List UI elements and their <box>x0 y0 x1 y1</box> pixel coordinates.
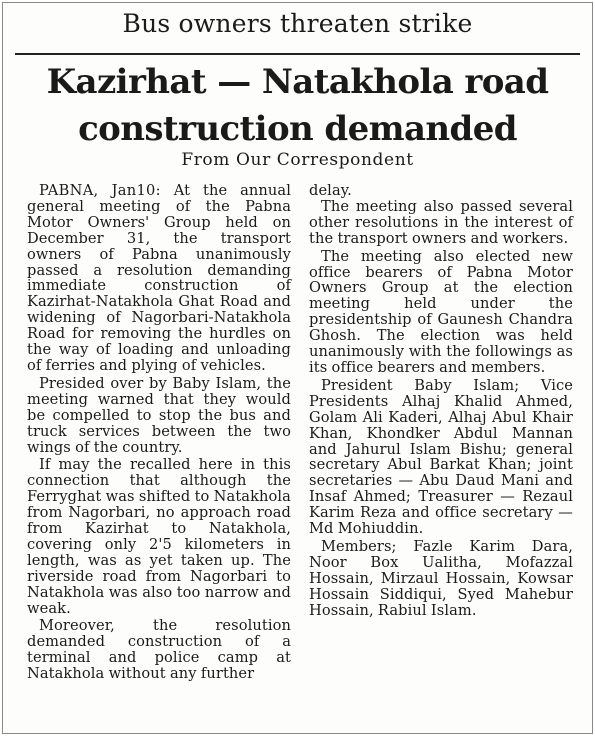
paragraph-3: If may the recalled here in this connection that although the Ferryghat was shifted to Natakhola from Nagorbari, no approach road from Kazirhat to Natakhola, covering only 2'5 kilometers in length, was as yet taken up. The riverside road from Nagorbari to Natakhola was also too narrow and weak. <box>27 456 291 617</box>
paragraph-5: The meeting also passed several other resolutions in the interest of the transport owners and workers. <box>309 197 573 247</box>
headline-line-1: Kazirhat — Natakhola road <box>46 62 549 102</box>
left-column <box>27 183 291 682</box>
paragraph-1 <box>27 183 291 374</box>
paragraph-6: The meeting also elected new office bearers of Pabna Motor Owners Group at the election meeting held under the presidentship of Gaunesh Chandra Ghosh. The election was held unanimously with the followings as its office bearers and members. <box>309 247 573 376</box>
kicker-headline: Bus owners threaten strike <box>122 9 473 38</box>
paragraph-8: Members; Fazle Karim Dara, Noor Box Ualitha, Mofazzal Hossain, Mirzaul Hossain, Kowsar Hossain Siddiqui, Syed Mahebur Hossain, Rabiul Islam. <box>309 537 573 619</box>
dateline: PABNA, Jan10: <box>39 182 161 199</box>
right-column <box>309 183 573 618</box>
main-headline <box>3 59 592 153</box>
paragraph-7: President Baby Islam; Vice Presidents Alhaj Khalid Ahmed, Golam Ali Kaderi, Alhaj Abul Khair Khan, Khondker Abdul Mannan and Jahurul Islam Bishu; general secretary Abul Barkat Khan; joint secretaries — Abu Daud Mani and Insaf Ahmed; Treasurer — Rezaul Karim Reza and office secretary — Md Mohiuddin. <box>309 376 573 538</box>
paragraph-4: Moreover, the resolution demanded construction of a terminal and police camp at Natakhola without any further <box>27 617 291 683</box>
headline-line-2: construction demanded <box>78 109 517 149</box>
paragraph-2: Presided over by Baby Islam, the meeting warned that they would be compelled to stop the bus and truck services between the two wings of the country. <box>27 374 291 456</box>
byline: From Our Correspondent <box>181 150 414 170</box>
paragraph-4-continued: delay. <box>309 182 352 199</box>
news-clipping <box>2 2 593 734</box>
paragraph-1-text: At the annual general meeting of the Pabna Motor Owners' Group held on December 31, the transport owners of Pabna unanimously passed a resolution demanding immediate construction of Kazirhat-Natakhola Ghat Road and widening of Nagorbari-Natakhola Road for removing the hurdles on the way of loading and unloading of ferries and plying of vehicles. <box>27 182 291 374</box>
kicker-rule <box>15 53 580 55</box>
